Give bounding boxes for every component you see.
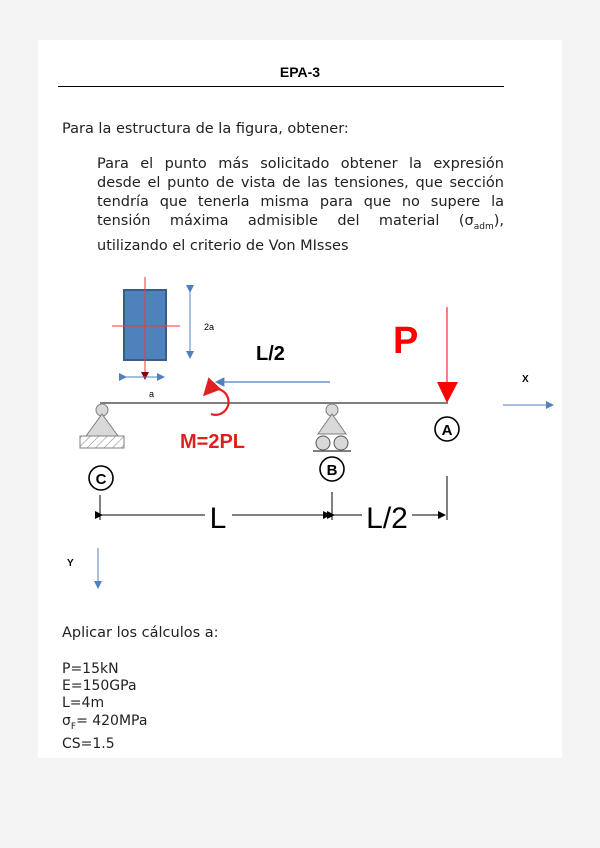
sigma-value: = 420MPa [76, 712, 148, 729]
param-sigma-f [62, 713, 147, 736]
half-span-arrow-label: L/2 [256, 343, 285, 365]
sigma-subscript: F [70, 721, 77, 732]
section-width-label: a [149, 389, 155, 399]
moment-label: M=2PL [180, 431, 246, 453]
support-b-roller [313, 404, 351, 451]
task-text-subscript: adm [473, 221, 494, 232]
support-c-pinned [80, 404, 124, 448]
intro-text: Para la estructura de la figura, obtener: [62, 121, 349, 137]
point-a-marker [435, 417, 459, 441]
cross-section [112, 277, 214, 399]
param-e: E=150GPa [62, 678, 137, 695]
apply-heading: Aplicar los cálculos a: [62, 625, 219, 641]
param-cs: CS=1.5 [62, 735, 115, 752]
sigma-symbol: σ [62, 712, 71, 729]
point-c-marker [89, 466, 113, 490]
x-axis-label: X [522, 374, 529, 385]
param-p: P=15kN [62, 661, 119, 677]
parameters-list [62, 661, 147, 753]
load-label: P [393, 320, 419, 362]
task-text-part2: ), utilizando el criterio de Von MIsses [97, 213, 504, 254]
moment-arc [206, 389, 229, 415]
point-b-marker [320, 457, 344, 481]
param-l: L=4m [62, 695, 105, 712]
overhang-dimension-label: L/2 [366, 502, 408, 535]
span-dimension-label: L [209, 502, 227, 535]
point-a-label: A [441, 422, 453, 439]
section-height-label: 2a [204, 322, 215, 332]
task-text-part1: Para el punto más solicitado obtener la expresión desde el punto de vista de las tensiones, que sección tendría que tenerla misma para que no supere la tensión máxima admisible del material (σ [97, 156, 504, 229]
load-arrowhead [437, 382, 458, 403]
section-axis-arrowhead [141, 372, 149, 380]
document-title: EPA-3 [279, 64, 321, 80]
support-b-label: B [326, 462, 338, 479]
y-axis-label: Y [67, 558, 74, 569]
support-c-label: C [95, 471, 107, 488]
